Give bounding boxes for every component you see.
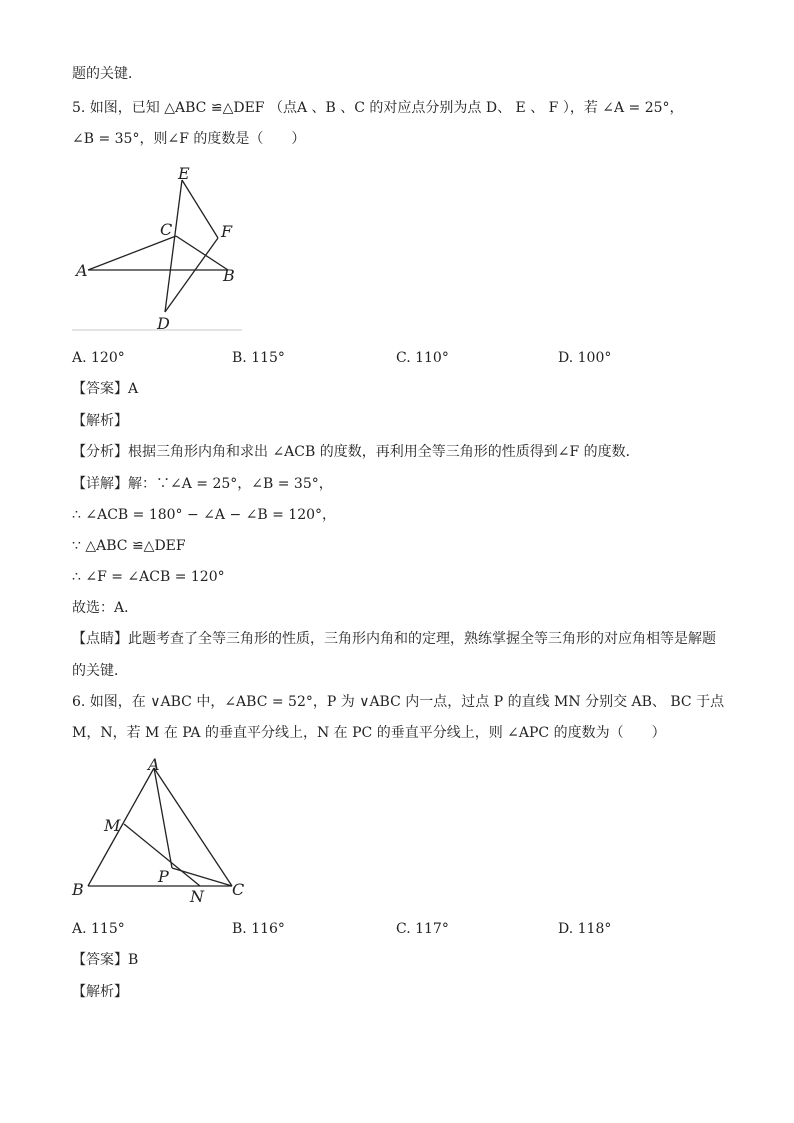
q5-option-a: A. 120° <box>72 350 125 366</box>
label-A: A <box>148 755 160 774</box>
q6-analysis-heading: 【解析】 <box>72 984 128 1000</box>
q5-analysis-heading: 【解析】 <box>72 413 128 429</box>
label-E: E <box>178 164 190 183</box>
q6-option-c: C. 117° <box>396 921 449 937</box>
segment-EF <box>182 180 218 238</box>
q6-answer: 【答案】B <box>72 952 139 968</box>
label-C: C <box>160 220 173 239</box>
q5-answer: 【答案】A <box>72 381 139 397</box>
segment-AB <box>88 768 154 886</box>
q5-step-2: ∵ △ABC ≌△DEF <box>72 538 186 554</box>
label-B: B <box>72 880 84 899</box>
q5-comment-cont: 的关键． <box>72 663 128 679</box>
label-B: B <box>223 266 235 285</box>
text-line: 题的关键． <box>72 66 142 82</box>
q5-choice: 故选：A． <box>72 600 139 616</box>
question-6-stem-cont: M，N，若 M 在 PA 的垂直平分线上，N 在 PC 的垂直平分线上，则 ∠APC 的度数为（ ） <box>72 725 666 741</box>
q5-detail: 【详解】解：∵∠A = 25°，∠B = 35°， <box>72 476 333 492</box>
label-A: A <box>76 261 88 280</box>
label-F: F <box>221 222 233 241</box>
question-6-stem: 6. 如图，在 ∨ABC 中，∠ABC = 52°，P 为 ∨ABC 内一点，过点 P 的直线 MN 分别交 AB、 BC 于点 <box>72 694 725 710</box>
q5-comment: 【点睛】此题考查了全等三角形的性质，三角形内角和的定理，熟练掌握全等三角形的对应角相等是解题 <box>72 631 716 647</box>
question-6-figure <box>60 750 260 910</box>
segment-AC <box>88 236 176 270</box>
q5-analysis: 【分析】根据三角形内角和求出 ∠ACB 的度数，再利用全等三角形的性质得到∠F 的度数． <box>72 444 640 460</box>
label-C: C <box>232 880 245 899</box>
q5-step-3: ∴ ∠F = ∠ACB = 120° <box>72 569 225 585</box>
q6-option-a: A. 115° <box>72 921 125 937</box>
question-5-figure <box>60 160 260 340</box>
question-5-stem-cont: ∠B = 35°，则∠F 的度数是（ ） <box>72 131 306 147</box>
label-M: M <box>104 816 121 835</box>
segment-AP <box>154 768 172 868</box>
q6-option-d: D. 118° <box>558 921 612 937</box>
label-D: D <box>157 314 170 333</box>
segment-CB <box>176 236 228 270</box>
q5-option-d: D. 100° <box>558 350 612 366</box>
q5-option-b: B. 115° <box>232 350 285 366</box>
q5-step-1: ∴ ∠ACB = 180° − ∠A − ∠B = 120°， <box>72 507 337 523</box>
q6-option-b: B. 116° <box>232 921 285 937</box>
label-P: P <box>158 867 169 886</box>
q5-option-c: C. 110° <box>396 350 449 366</box>
label-N: N <box>190 887 204 906</box>
question-5-stem: 5. 如图，已知 △ABC ≌△DEF （点A 、B 、C 的对应点分别为点 D、 E 、 F ），若 ∠A = 25°， <box>72 100 684 116</box>
